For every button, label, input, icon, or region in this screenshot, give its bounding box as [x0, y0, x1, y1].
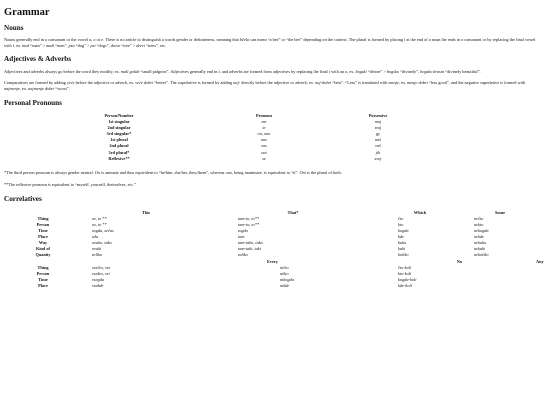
some-cell: nekoliko	[474, 252, 489, 258]
no-cell: nikde	[280, 282, 290, 288]
person-number-cell: Reflexive**	[108, 155, 130, 161]
any-cell: kogda-koli	[398, 276, 417, 282]
column-header: Pronoun	[256, 113, 272, 118]
pronoun-cell: te	[262, 125, 266, 131]
text: before the adjective or adverb, ex.	[74, 80, 136, 85]
pronoun-cell: me	[261, 119, 267, 125]
text: , being inanimate, is equivalent to “it”.	[231, 169, 300, 175]
possessive-cell: gy	[375, 131, 381, 137]
correlatives-heading: Correlatives	[4, 194, 42, 203]
text: , ex.	[347, 69, 356, 74]
person-number-cell: 2nd singular	[107, 125, 131, 131]
any-cell: čto-koli	[398, 264, 412, 270]
every-cell: vsegda	[92, 276, 104, 282]
every-cell: vsečto, vse	[92, 264, 111, 270]
text: Nouns generally end in a consonant or the vowel	[4, 37, 90, 42]
person-number-cell: 3rd singular*	[106, 131, 132, 137]
text: Comparatives are formed by adding	[4, 80, 67, 85]
text: najmenje	[4, 86, 20, 91]
no-cell: nikogda	[280, 276, 294, 282]
text: *The third person pronoun is always gender neutral.	[4, 169, 95, 175]
some-cell: nekako	[474, 240, 487, 246]
correlative-label-cell: Time	[38, 228, 48, 234]
which-cell: koliko	[398, 252, 409, 258]
text: veće	[66, 80, 75, 85]
column-header: Every	[267, 258, 278, 264]
text: veće dobri	[135, 80, 154, 85]
text: menje dobri	[407, 80, 428, 85]
which-cell: kako	[398, 240, 407, 246]
table-header-row: Every No Any	[4, 259, 536, 265]
table-row	[4, 283, 536, 289]
person-number-cell: 1st plural	[110, 137, 128, 143]
that-cell: tam-taki, taki	[238, 246, 261, 252]
this-cell: ov, to **	[92, 215, 107, 221]
correlative-label-cell: Kind of	[36, 246, 50, 252]
that-cell: tam	[238, 234, 245, 240]
no-cell: ničto	[280, 264, 289, 270]
text: bčela	[239, 37, 250, 42]
that-cell: togda	[238, 228, 248, 234]
text: is the plural of both.	[305, 169, 342, 175]
text: naj-	[233, 80, 241, 85]
text: “small pidgeon”. Adjectives generally end in	[139, 69, 219, 74]
this-cell: zeliko	[92, 252, 103, 258]
pronoun-cell: on, ono	[257, 131, 271, 137]
column-header: That*	[287, 209, 299, 215]
text: , ex.	[19, 86, 29, 91]
table-row	[4, 156, 536, 162]
some-cell: nekogda	[474, 228, 489, 234]
text: Adjectives and adverbs always go before the word they modify, ex.	[4, 69, 121, 74]
text: at the end of a noun the ends in a consonant or by replacing the final vowel with	[4, 37, 536, 48]
this-cell: ovaki	[92, 246, 102, 252]
no-cell: nikto	[280, 270, 289, 276]
text: drevi	[136, 43, 145, 48]
that-cell: tam-to, to**	[238, 221, 260, 227]
correlative-label-cell: Quanity	[35, 252, 51, 258]
nouns-paragraph	[4, 37, 536, 49]
pronouns-table	[4, 113, 536, 162]
possessive-cell: svoj	[374, 155, 382, 161]
this-cell: ov, to **	[92, 221, 107, 227]
text: o	[344, 69, 348, 74]
text: directly before the adjective or adverb, ex.	[240, 80, 316, 85]
correlative-label-cell: Person	[36, 270, 50, 276]
correlative-label-cell: Thing	[37, 215, 49, 221]
correlative-label-cell: Place	[38, 282, 48, 288]
page-title: Grammar	[4, 7, 50, 18]
some-cell: nekaki	[474, 246, 486, 252]
text: or	[95, 37, 102, 42]
nouns-heading: Nouns	[4, 24, 24, 32]
adjectives-paragraph-2	[4, 80, 536, 92]
possessive-cell: tvoj	[374, 125, 382, 131]
text: muži	[46, 43, 55, 48]
pronouns-note-2: **The reflexive pronoun is equivalent to “myself, yourself, theirselves, etc.”	[4, 181, 136, 187]
pronouns-heading: Personal Pronouns	[4, 99, 62, 107]
text: “better”. The superlative is formed by adding	[153, 80, 234, 85]
pronoun-cell: oni	[261, 149, 267, 155]
correlative-label-cell: Way	[38, 240, 48, 246]
some-cell: nečto	[474, 215, 484, 221]
text: menje	[388, 80, 399, 85]
every-cell: vsekto, vsi	[92, 270, 110, 276]
correlative-label-cell: Place	[38, 234, 48, 240]
any-cell: kto-koli	[398, 270, 412, 276]
text: muž	[22, 43, 30, 48]
column-header: Some	[495, 209, 506, 215]
text: “divinely beautiful”.	[444, 69, 481, 74]
this-cell: ovako, tako	[92, 240, 112, 246]
that-cell: toliko	[238, 252, 248, 258]
adjectives-paragraph-1	[4, 69, 536, 75]
text: is animate and thus equivalent to “he/him, she/her, they/them”, whereas	[100, 169, 226, 175]
correlative-label-cell: Thing	[37, 264, 49, 270]
column-header: Which	[413, 209, 427, 215]
column-header: Person/Number	[104, 113, 134, 118]
some-cell: nekto	[474, 221, 484, 227]
text: “tree” >	[120, 43, 137, 48]
which-cell: čto	[398, 215, 404, 221]
pronoun-cell: se	[262, 155, 266, 161]
text: psa	[68, 43, 75, 48]
correlative-label-cell: Person	[36, 221, 50, 227]
text: , and adverbs are formed from adjectives by replacing the final	[219, 69, 329, 74]
that-cell: tam-tako, tako	[238, 240, 263, 246]
text: ono	[225, 169, 232, 175]
possessive-cell: jih	[375, 149, 381, 155]
text: drevo	[110, 43, 121, 48]
that-cell: tam-to, to**	[238, 215, 260, 221]
text: , ex.	[398, 80, 408, 85]
some-cell: nekde	[474, 234, 485, 240]
text: “man” >	[29, 43, 47, 48]
pronoun-cell: nas	[261, 137, 267, 143]
pronouns-note-1	[4, 170, 536, 176]
text: “divine” >	[366, 69, 387, 74]
which-cell: kogda	[398, 228, 409, 234]
adjectives-heading: Adjectives & Adverbs	[4, 55, 72, 63]
text: , ex.	[13, 43, 23, 48]
text: On	[94, 169, 101, 175]
text: naj-dobri	[315, 80, 332, 85]
column-header: This	[141, 209, 151, 215]
which-cell: kto	[398, 221, 404, 227]
text: with an	[330, 69, 345, 74]
this-cell: sda	[92, 234, 98, 240]
text: can mean “a bee” or “the bee” depending on the context. The plural is formed by placing	[249, 37, 405, 42]
text: “dogs”,	[95, 43, 111, 48]
this-cell: sogda, sečas	[92, 228, 114, 234]
text: mali golub	[120, 69, 140, 74]
any-cell: kde-koli	[398, 282, 412, 288]
possessive-cell: naš	[375, 137, 381, 143]
pronoun-cell: vas	[261, 143, 267, 149]
which-cell: kde	[398, 234, 404, 240]
text: Oni	[299, 169, 306, 175]
text: “worst”.	[54, 86, 70, 91]
column-header: No	[456, 258, 463, 264]
text: najmenje dobri	[28, 86, 55, 91]
correlatives-table	[4, 209, 544, 289]
correlative-label-cell: Time	[38, 276, 48, 282]
text: bogsko krasni	[420, 69, 445, 74]
person-number-cell: 1st singular	[108, 119, 130, 125]
text: bogski	[355, 69, 367, 74]
column-header: Possessive	[368, 113, 388, 118]
text: i	[218, 69, 220, 74]
which-cell: kaki	[398, 246, 406, 252]
text: a, o	[89, 37, 96, 42]
text: psi	[90, 43, 96, 48]
person-number-cell: 3rd plural*	[108, 149, 130, 155]
possessive-cell: moj	[374, 119, 382, 125]
text: . There is no article to distinguish a words gender or definiteness, meaning that	[103, 37, 240, 42]
text: bogsko	[386, 69, 400, 74]
text: “men”,	[54, 43, 69, 48]
text: i	[12, 43, 14, 48]
text: e	[101, 37, 104, 42]
text: “less good”, and the negative superlative is formed with	[427, 80, 526, 85]
person-number-cell: 2nd plural	[109, 143, 129, 149]
text: i	[404, 37, 406, 42]
text: “divinely”,	[399, 69, 421, 74]
text: “best”. “Less” is translated with	[331, 80, 389, 85]
every-cell: vsekde	[92, 282, 104, 288]
text: i	[328, 69, 330, 74]
text: “trees”, etc.	[144, 43, 167, 48]
text: “dog” >	[74, 43, 91, 48]
possessive-cell: vaš	[375, 143, 381, 149]
